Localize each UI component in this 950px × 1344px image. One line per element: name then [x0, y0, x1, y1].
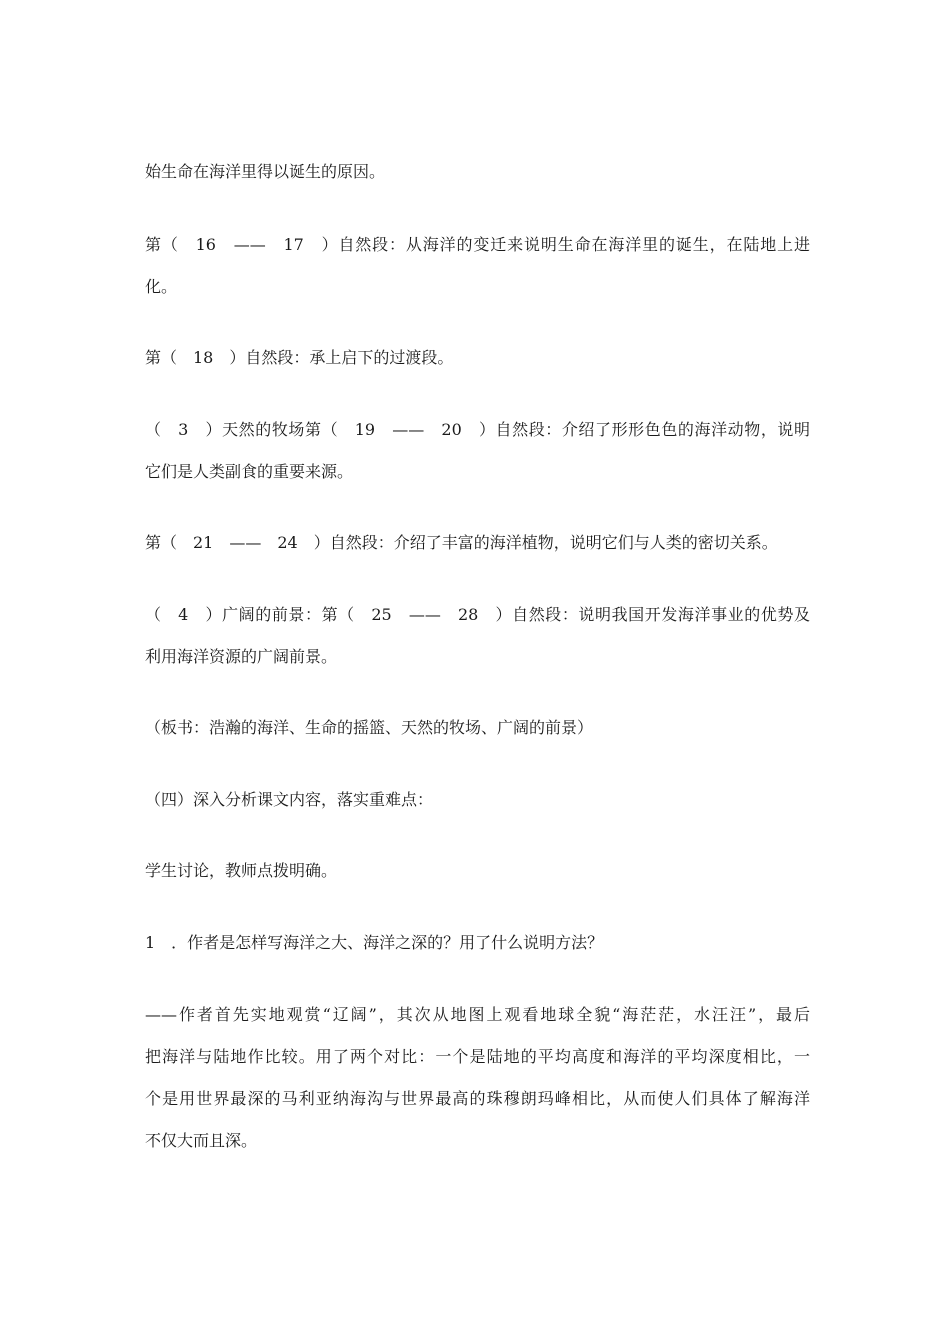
- paragraph-line: 第（ 21 —— 24 ）自然段：介绍了丰富的海洋植物，说明它们与人类的密切关系。: [145, 533, 778, 552]
- section-heading: （四）深入分析课文内容，落实重难点：: [145, 790, 434, 809]
- paragraph-line: 学生讨论，教师点拨明确。: [145, 861, 338, 880]
- paragraph-line: （ 4 ）广阔的前景：第（ 25 —— 28 ）自然段：说明我国开发海洋事业的优势及: [145, 605, 810, 624]
- paragraph-line: （ 3 ）天然的牧场第（ 19 —— 20 ）自然段：介绍了形形色色的海洋动物，说明: [145, 420, 810, 439]
- paragraph-line: 个是用世界最深的马利亚纳海沟与世界最高的珠穆朗玛峰相比，从而使人们具体了解海洋: [145, 1089, 810, 1108]
- paragraph-line: （板书：浩瀚的海洋、生命的摇篮、天然的牧场、广阔的前景）: [145, 718, 594, 737]
- paragraph-line: 第（ 18 ）自然段：承上启下的过渡段。: [145, 348, 454, 367]
- paragraph-line: 把海洋与陆地作比较。用了两个对比：一个是陆地的平均高度和海洋的平均深度相比，一: [145, 1047, 810, 1066]
- paragraph-line: 不仅大而且深。: [145, 1131, 258, 1150]
- paragraph-line: 它们是人类副食的重要来源。: [145, 462, 354, 481]
- paragraph-line: ——作者首先实地观赏“辽阔”，其次从地图上观看地球全貌“海茫茫，水汪汪”，最后: [145, 1005, 810, 1024]
- paragraph-line: 始生命在海洋里得以诞生的原因。: [145, 162, 386, 181]
- paragraph-line: 利用海洋资源的广阔前景。: [145, 647, 338, 666]
- question-line: 1 ．作者是怎样写海洋之大、海洋之深的？用了什么说明方法？: [145, 933, 604, 952]
- paragraph-line: 化。: [145, 277, 178, 296]
- paragraph-line: 第（ 16 —— 17 ）自然段：从海洋的变迁来说明生命在海洋里的诞生，在陆地上进: [145, 235, 810, 254]
